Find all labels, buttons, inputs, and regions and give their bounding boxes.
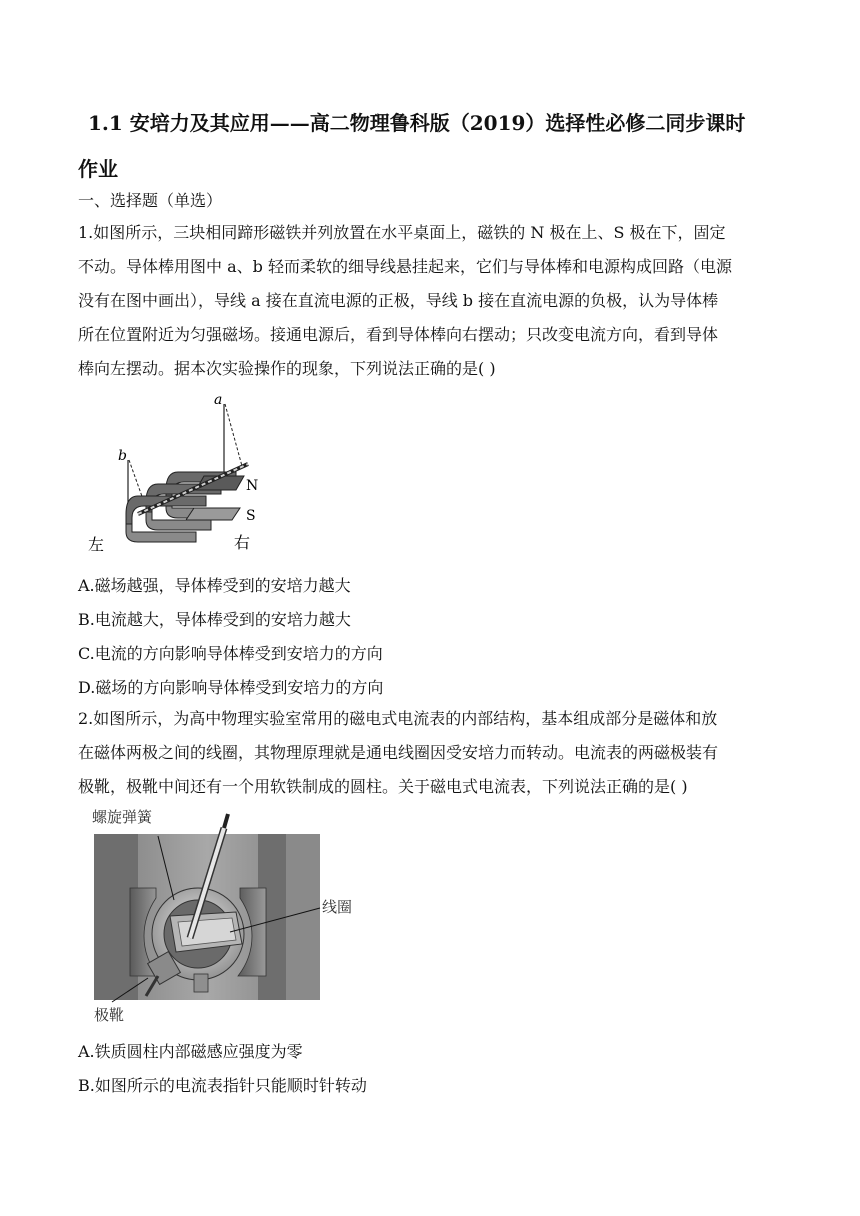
q1-option-c: C.电流的方向影响导体棒受到安培力的方向 (78, 644, 383, 663)
question-2-line: 2.如图所示，为高中物理实验室常用的磁电式电流表的内部结构，基本组成部分是磁体和放 (78, 709, 718, 728)
label-pole-shoe: 极靴 (94, 1006, 125, 1024)
question-2-line: 在磁体两极之间的线圈，其物理原理就是通电线圈因受安培力而转动。电流表的两磁极装有 (78, 743, 719, 762)
question-1-text (78, 216, 783, 386)
question-1-line: 不动。导体棒用图中 a、b 轻而柔软的细导线悬挂起来，它们与导体棒和电源构成回路（电源 (78, 257, 732, 276)
page-title (78, 100, 783, 192)
q2-option-a: A.铁质圆柱内部磁感应强度为零 (78, 1042, 303, 1061)
title-line-2: 作业 (78, 157, 118, 181)
q2-option-b: B.如图所示的电流表指针只能顺时针转动 (78, 1076, 367, 1095)
question-1-line: 所在位置附近为匀强磁场。接通电源后，看到导体棒向右摆动；只改变电流方向，看到导体 (78, 325, 719, 344)
label-a: a (214, 392, 223, 408)
q1-option-d: D.磁场的方向影响导体棒受到安培力的方向 (78, 678, 384, 697)
question-2-text (78, 702, 783, 804)
section-heading: 一、选择题（单选） (78, 191, 223, 210)
label-s: S (246, 508, 256, 524)
question-1-line: 1.如图所示，三块相同蹄形磁铁并列放置在水平桌面上，磁铁的 N 极在上、S 极在下，固定 (78, 223, 726, 242)
label-b: b (118, 448, 127, 464)
question-2-line: 极靴，极靴中间还有一个用软铁制成的圆柱。关于磁电式电流表，下列说法正确的是( ) (78, 777, 688, 796)
title-line-1: 1.1 安培力及其应用——高二物理鲁科版（2019）选择性必修二同步课时 (88, 111, 746, 135)
label-n: N (246, 478, 259, 494)
question-1-line: 棒向左摆动。据本次实验操作的现象，下列说法正确的是( ) (78, 359, 496, 378)
label-right: 右 (234, 533, 251, 552)
question-1-line: 没有在图中画出），导线 a 接在直流电源的正极，导线 b 接在直流电源的负极，认为导体棒 (78, 291, 719, 310)
q1-option-a: A.磁场越强，导体棒受到的安培力越大 (78, 576, 351, 595)
galvanometer-figure (86, 806, 376, 1028)
q1-option-b: B.电流越大，导体棒受到的安培力越大 (78, 610, 351, 629)
horseshoe-magnets-figure (86, 390, 276, 558)
label-spiral-spring: 螺旋弹簧 (92, 808, 153, 826)
label-coil: 线圈 (322, 898, 353, 916)
label-left: 左 (88, 535, 105, 554)
